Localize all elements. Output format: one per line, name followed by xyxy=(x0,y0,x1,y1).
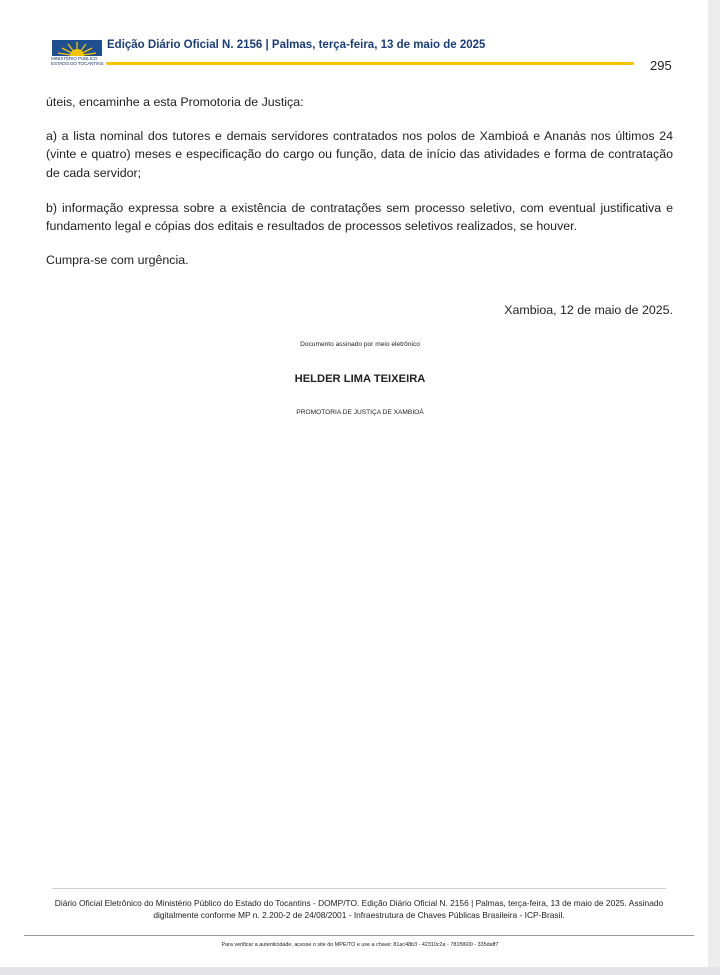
page-edge-bottom xyxy=(0,967,720,975)
signer-name: HELDER LIMA TEIXEIRA xyxy=(294,373,426,385)
verification-note: Para verificar a autenticidade, acesse o site do MPE/TO e use a chave: 81ac48b3 - 42310c2a - 781f9600 - 335daff7 xyxy=(221,942,499,948)
paragraph-closing: Cumpra-se com urgência. xyxy=(46,253,189,267)
page-number: 295 xyxy=(650,58,672,73)
logo-line-2: ESTADO DO TOCANTINS xyxy=(51,61,104,66)
place-date: Xambioa, 12 de maio de 2025. xyxy=(504,303,673,317)
header-rule xyxy=(106,62,634,65)
paragraph-item-a: a) a lista nominal dos tutores e demais servidores contratados nos polos de Xambioá e Ananás nos últimos 24 (vinte e quatro) meses e especificação do cargo ou função, data de início das atividades e forma de contratação de cada servidor; xyxy=(46,129,673,180)
logo-line-1: MINISTÉRIO PÚBLICO xyxy=(51,56,98,61)
paragraph-item-b: b) informação expressa sobre a existência de contratações sem processo seletivo, com eventual justificativa e fundamento legal e cópias dos editais e resultados de processos seletivos realizados, se houver. xyxy=(46,201,673,234)
footer-divider xyxy=(52,888,666,889)
footer-divider-bottom xyxy=(24,935,694,936)
paragraph-1: úteis, encaminhe a esta Promotoria de Justiça: xyxy=(46,95,304,109)
edition-title: Edição Diário Oficial N. 2156 | Palmas, terça-feira, 13 de maio de 2025 xyxy=(107,39,486,51)
footer-text: Diário Oficial Eletrônico do Ministério Público do Estado do Tocantins - DOMP/TO. Edição Diário Oficial N. 2156 | Palmas, terça-feira, 13 de maio de 2025. Assinado digitalmente conforme MP n. 2.200-2 de 24/08/2001 - Infraestrutura de Chaves Públicas Brasileira - ICP-Brasil. xyxy=(54,898,664,920)
page-edge-right xyxy=(708,0,720,975)
signer-role: PROMOTORIA DE JUSTIÇA DE XAMBIOÁ xyxy=(296,409,424,416)
signature-note: Documento assinado por meio eletrônico xyxy=(300,341,420,348)
logo-caption xyxy=(51,56,103,66)
